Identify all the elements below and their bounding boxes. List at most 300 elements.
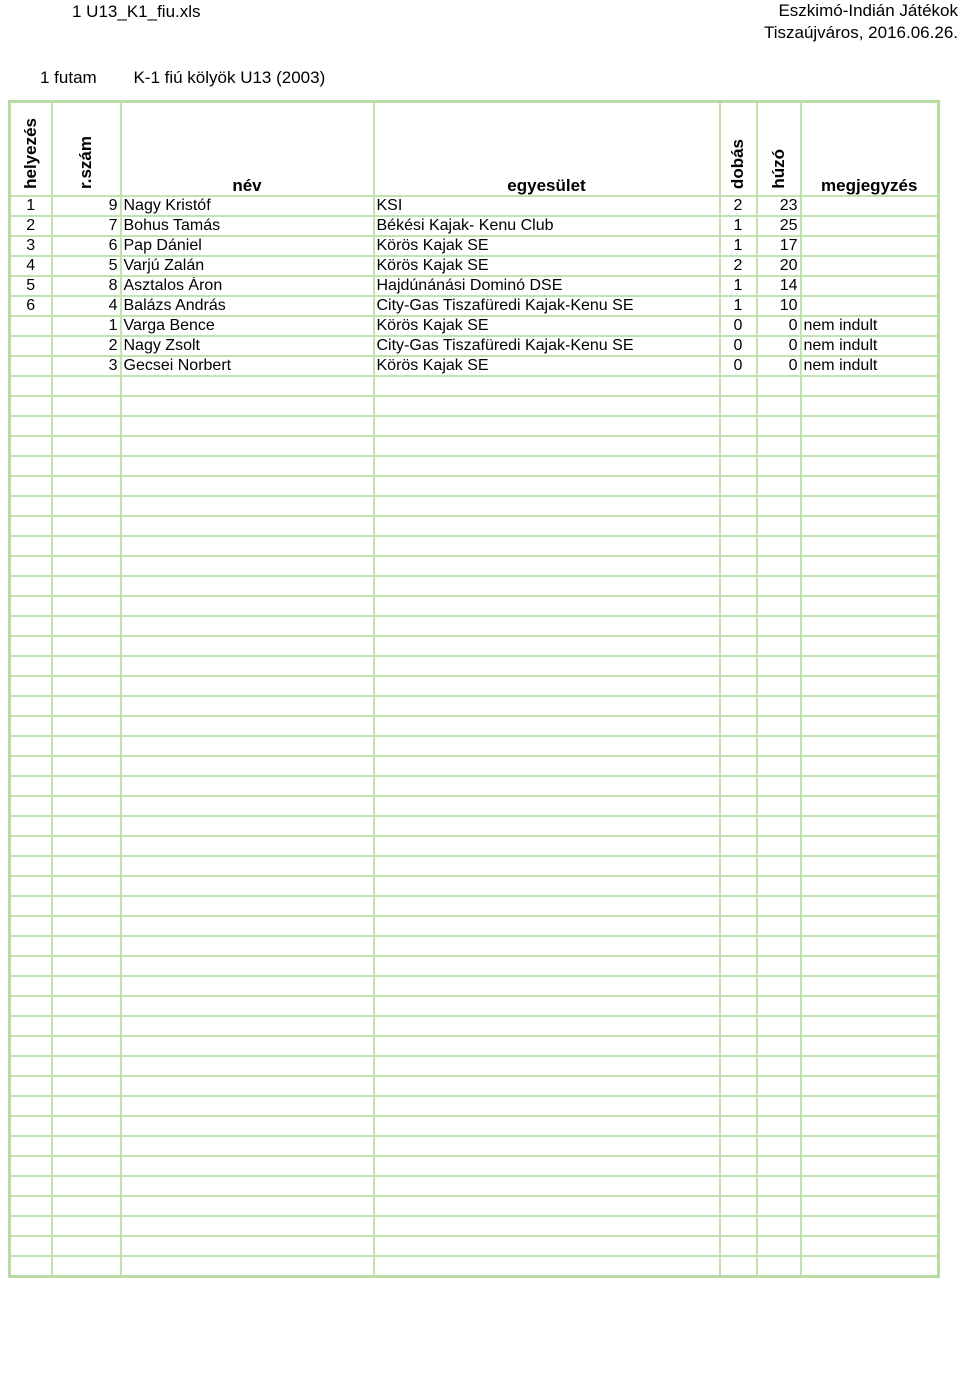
empty-cell bbox=[52, 516, 121, 536]
place-date: Tiszaújváros, 2016.06.26. bbox=[763, 23, 958, 42]
empty-cell bbox=[10, 916, 52, 936]
empty-cell bbox=[801, 856, 939, 876]
empty-cell bbox=[757, 476, 801, 496]
empty-cell bbox=[121, 476, 374, 496]
club-cell: Körös Kajak SE bbox=[374, 316, 720, 336]
note-cell: nem indult bbox=[801, 316, 939, 336]
empty-cell bbox=[801, 796, 939, 816]
empty-cell bbox=[121, 1236, 374, 1256]
empty-cell bbox=[121, 816, 374, 836]
race-title bbox=[40, 68, 357, 88]
empty-cell bbox=[52, 656, 121, 676]
empty-cell bbox=[52, 796, 121, 816]
empty-cell bbox=[801, 776, 939, 796]
empty-cell bbox=[757, 816, 801, 836]
club-cell: Békési Kajak- Kenu Club bbox=[374, 216, 720, 236]
empty-cell bbox=[10, 1016, 52, 1036]
empty-cell bbox=[801, 1096, 939, 1116]
note-cell: nem indult bbox=[801, 356, 939, 376]
empty-cell bbox=[52, 576, 121, 596]
empty-row bbox=[10, 576, 939, 596]
empty-cell bbox=[720, 1216, 757, 1236]
empty-cell bbox=[757, 1096, 801, 1116]
empty-cell bbox=[801, 916, 939, 936]
bib-cell: 6 bbox=[52, 236, 121, 256]
club-cell: City-Gas Tiszafüredi Kajak-Kenu SE bbox=[374, 336, 720, 356]
empty-cell bbox=[720, 856, 757, 876]
empty-cell bbox=[10, 1116, 52, 1136]
pull-cell: 10 bbox=[757, 296, 801, 316]
empty-cell bbox=[10, 1036, 52, 1056]
name-cell: Balázs András bbox=[121, 296, 374, 316]
empty-cell bbox=[757, 1016, 801, 1036]
bib-cell: 2 bbox=[52, 336, 121, 356]
empty-cell bbox=[10, 696, 52, 716]
empty-cell bbox=[374, 756, 720, 776]
result-row bbox=[10, 256, 939, 276]
note-cell bbox=[801, 256, 939, 276]
empty-cell bbox=[801, 836, 939, 856]
result-row bbox=[10, 356, 939, 376]
empty-cell bbox=[757, 396, 801, 416]
bib-cell: 9 bbox=[52, 196, 121, 216]
place-cell bbox=[10, 316, 52, 336]
empty-cell bbox=[121, 536, 374, 556]
empty-cell bbox=[52, 756, 121, 776]
empty-cell bbox=[121, 616, 374, 636]
empty-cell bbox=[52, 696, 121, 716]
empty-cell bbox=[374, 956, 720, 976]
empty-cell bbox=[10, 896, 52, 916]
race-number: 1 futam bbox=[40, 68, 97, 87]
col-pull: húzó bbox=[757, 102, 801, 197]
empty-cell bbox=[52, 716, 121, 736]
empty-cell bbox=[757, 796, 801, 816]
bib-cell: 7 bbox=[52, 216, 121, 236]
pull-cell: 0 bbox=[757, 316, 801, 336]
empty-cell bbox=[757, 756, 801, 776]
throw-cell: 0 bbox=[720, 336, 757, 356]
empty-cell bbox=[374, 1016, 720, 1036]
result-row bbox=[10, 216, 939, 236]
empty-row bbox=[10, 476, 939, 496]
empty-cell bbox=[374, 536, 720, 556]
empty-cell bbox=[720, 416, 757, 436]
empty-cell bbox=[801, 596, 939, 616]
empty-cell bbox=[10, 536, 52, 556]
name-cell: Varjú Zalán bbox=[121, 256, 374, 276]
empty-cell bbox=[52, 476, 121, 496]
empty-cell bbox=[121, 596, 374, 616]
pull-cell: 23 bbox=[757, 196, 801, 216]
empty-cell bbox=[374, 656, 720, 676]
empty-cell bbox=[52, 896, 121, 916]
empty-cell bbox=[757, 876, 801, 896]
empty-cell bbox=[374, 816, 720, 836]
empty-cell bbox=[121, 836, 374, 856]
empty-cell bbox=[720, 1156, 757, 1176]
col-note: megjegyzés bbox=[801, 102, 939, 197]
empty-cell bbox=[121, 716, 374, 736]
empty-cell bbox=[374, 796, 720, 816]
empty-cell bbox=[757, 1196, 801, 1216]
empty-cell bbox=[10, 1076, 52, 1096]
empty-cell bbox=[121, 756, 374, 776]
name-cell: Nagy Zsolt bbox=[121, 336, 374, 356]
empty-cell bbox=[720, 496, 757, 516]
empty-cell bbox=[374, 696, 720, 716]
empty-cell bbox=[720, 1116, 757, 1136]
empty-cell bbox=[720, 1136, 757, 1156]
empty-cell bbox=[121, 1176, 374, 1196]
empty-cell bbox=[10, 376, 52, 396]
empty-cell bbox=[10, 716, 52, 736]
empty-cell bbox=[374, 1156, 720, 1176]
empty-row bbox=[10, 1196, 939, 1216]
empty-cell bbox=[52, 596, 121, 616]
empty-cell bbox=[720, 476, 757, 496]
empty-cell bbox=[121, 1156, 374, 1176]
empty-cell bbox=[720, 796, 757, 816]
empty-cell bbox=[121, 436, 374, 456]
result-row bbox=[10, 296, 939, 316]
empty-cell bbox=[10, 976, 52, 996]
empty-cell bbox=[757, 776, 801, 796]
empty-cell bbox=[10, 876, 52, 896]
empty-cell bbox=[52, 1096, 121, 1116]
empty-cell bbox=[121, 1116, 374, 1136]
bib-cell: 1 bbox=[52, 316, 121, 336]
empty-row bbox=[10, 1236, 939, 1256]
empty-cell bbox=[757, 1116, 801, 1136]
empty-cell bbox=[374, 1176, 720, 1196]
empty-cell bbox=[374, 1256, 720, 1277]
club-cell: City-Gas Tiszafüredi Kajak-Kenu SE bbox=[374, 296, 720, 316]
empty-cell bbox=[374, 516, 720, 536]
empty-cell bbox=[801, 516, 939, 536]
empty-cell bbox=[10, 1256, 52, 1277]
empty-cell bbox=[10, 1236, 52, 1256]
empty-cell bbox=[10, 596, 52, 616]
empty-cell bbox=[121, 796, 374, 816]
empty-cell bbox=[10, 576, 52, 596]
empty-cell bbox=[121, 1056, 374, 1076]
pull-cell: 0 bbox=[757, 336, 801, 356]
empty-cell bbox=[720, 956, 757, 976]
empty-cell bbox=[757, 1156, 801, 1176]
empty-cell bbox=[801, 1196, 939, 1216]
empty-cell bbox=[121, 1216, 374, 1236]
col-club: egyesület bbox=[374, 102, 720, 197]
empty-cell bbox=[52, 456, 121, 476]
empty-cell bbox=[10, 476, 52, 496]
empty-cell bbox=[801, 756, 939, 776]
empty-cell bbox=[720, 716, 757, 736]
empty-cell bbox=[801, 876, 939, 896]
empty-cell bbox=[10, 836, 52, 856]
empty-row bbox=[10, 816, 939, 836]
empty-cell bbox=[374, 456, 720, 476]
empty-cell bbox=[10, 556, 52, 576]
empty-cell bbox=[757, 916, 801, 936]
empty-row bbox=[10, 556, 939, 576]
empty-cell bbox=[801, 716, 939, 736]
empty-cell bbox=[801, 396, 939, 416]
club-cell: Körös Kajak SE bbox=[374, 236, 720, 256]
empty-cell bbox=[10, 996, 52, 1016]
empty-cell bbox=[801, 536, 939, 556]
empty-row bbox=[10, 1076, 939, 1096]
empty-cell bbox=[10, 496, 52, 516]
empty-cell bbox=[52, 776, 121, 796]
empty-cell bbox=[757, 696, 801, 716]
empty-cell bbox=[757, 1176, 801, 1196]
empty-cell bbox=[720, 516, 757, 536]
empty-cell bbox=[374, 836, 720, 856]
empty-cell bbox=[374, 616, 720, 636]
empty-cell bbox=[801, 656, 939, 676]
empty-cell bbox=[720, 656, 757, 676]
empty-cell bbox=[121, 516, 374, 536]
empty-cell bbox=[720, 876, 757, 896]
empty-cell bbox=[10, 1196, 52, 1216]
empty-cell bbox=[10, 936, 52, 956]
empty-cell bbox=[10, 796, 52, 816]
empty-cell bbox=[121, 896, 374, 916]
empty-row bbox=[10, 876, 939, 896]
empty-cell bbox=[374, 436, 720, 456]
empty-cell bbox=[801, 376, 939, 396]
empty-cell bbox=[374, 856, 720, 876]
empty-cell bbox=[801, 936, 939, 956]
name-cell: Varga Bence bbox=[121, 316, 374, 336]
empty-cell bbox=[10, 516, 52, 536]
empty-cell bbox=[801, 816, 939, 836]
empty-cell bbox=[720, 636, 757, 656]
result-row bbox=[10, 276, 939, 296]
empty-cell bbox=[374, 1036, 720, 1056]
empty-cell bbox=[121, 916, 374, 936]
empty-cell bbox=[374, 916, 720, 936]
empty-row bbox=[10, 916, 939, 936]
result-row bbox=[10, 236, 939, 256]
empty-cell bbox=[52, 1236, 121, 1256]
empty-cell bbox=[801, 1076, 939, 1096]
empty-row bbox=[10, 496, 939, 516]
empty-cell bbox=[10, 396, 52, 416]
empty-cell bbox=[757, 1236, 801, 1256]
empty-cell bbox=[52, 936, 121, 956]
empty-cell bbox=[374, 476, 720, 496]
empty-cell bbox=[10, 436, 52, 456]
pull-cell: 17 bbox=[757, 236, 801, 256]
empty-row bbox=[10, 1116, 939, 1136]
empty-cell bbox=[801, 1016, 939, 1036]
name-cell: Asztalos Áron bbox=[121, 276, 374, 296]
empty-cell bbox=[801, 636, 939, 656]
empty-cell bbox=[720, 456, 757, 476]
empty-cell bbox=[757, 416, 801, 436]
empty-cell bbox=[720, 1076, 757, 1096]
empty-cell bbox=[757, 716, 801, 736]
empty-row bbox=[10, 596, 939, 616]
empty-cell bbox=[720, 836, 757, 856]
empty-cell bbox=[121, 1016, 374, 1036]
club-cell: Hajdúnánási Dominó DSE bbox=[374, 276, 720, 296]
empty-cell bbox=[374, 976, 720, 996]
empty-cell bbox=[757, 516, 801, 536]
pull-cell: 14 bbox=[757, 276, 801, 296]
empty-cell bbox=[757, 896, 801, 916]
throw-cell: 0 bbox=[720, 316, 757, 336]
empty-cell bbox=[801, 1116, 939, 1136]
empty-cell bbox=[121, 376, 374, 396]
empty-cell bbox=[801, 736, 939, 756]
empty-row bbox=[10, 436, 939, 456]
bib-cell: 4 bbox=[52, 296, 121, 316]
empty-cell bbox=[10, 636, 52, 656]
empty-cell bbox=[52, 536, 121, 556]
empty-row bbox=[10, 716, 939, 736]
empty-cell bbox=[757, 636, 801, 656]
results-table bbox=[8, 100, 940, 1278]
empty-cell bbox=[374, 1236, 720, 1256]
empty-cell bbox=[10, 656, 52, 676]
empty-cell bbox=[374, 636, 720, 656]
empty-cell bbox=[121, 496, 374, 516]
empty-cell bbox=[801, 896, 939, 916]
empty-cell bbox=[121, 656, 374, 676]
empty-row bbox=[10, 1056, 939, 1076]
empty-cell bbox=[52, 1176, 121, 1196]
col-name: név bbox=[121, 102, 374, 197]
empty-cell bbox=[720, 1196, 757, 1216]
name-cell: Gecsei Norbert bbox=[121, 356, 374, 376]
empty-cell bbox=[757, 1076, 801, 1096]
empty-cell bbox=[121, 696, 374, 716]
empty-cell bbox=[374, 1196, 720, 1216]
empty-cell bbox=[52, 916, 121, 936]
empty-cell bbox=[121, 736, 374, 756]
empty-cell bbox=[720, 916, 757, 936]
empty-cell bbox=[374, 736, 720, 756]
empty-cell bbox=[121, 1036, 374, 1056]
empty-cell bbox=[757, 1056, 801, 1076]
empty-row bbox=[10, 696, 939, 716]
empty-row bbox=[10, 396, 939, 416]
place-cell: 6 bbox=[10, 296, 52, 316]
throw-cell: 1 bbox=[720, 236, 757, 256]
place-cell: 5 bbox=[10, 276, 52, 296]
empty-cell bbox=[52, 676, 121, 696]
empty-cell bbox=[121, 976, 374, 996]
empty-cell bbox=[52, 1256, 121, 1277]
empty-cell bbox=[52, 436, 121, 456]
empty-cell bbox=[52, 636, 121, 656]
empty-cell bbox=[10, 1096, 52, 1116]
bib-cell: 8 bbox=[52, 276, 121, 296]
empty-cell bbox=[121, 1196, 374, 1216]
col-throw: dobás bbox=[720, 102, 757, 197]
col-bib: r.szám bbox=[52, 102, 121, 197]
empty-cell bbox=[757, 576, 801, 596]
empty-cell bbox=[801, 616, 939, 636]
empty-cell bbox=[374, 776, 720, 796]
throw-cell: 2 bbox=[720, 196, 757, 216]
empty-cell bbox=[757, 376, 801, 396]
result-row bbox=[10, 196, 939, 216]
note-cell bbox=[801, 276, 939, 296]
empty-cell bbox=[720, 976, 757, 996]
empty-cell bbox=[374, 1216, 720, 1236]
place-cell bbox=[10, 336, 52, 356]
empty-cell bbox=[10, 956, 52, 976]
empty-row bbox=[10, 1156, 939, 1176]
bib-cell: 3 bbox=[52, 356, 121, 376]
empty-row bbox=[10, 856, 939, 876]
race-category: K-1 fiú kölyök U13 (2003) bbox=[133, 68, 326, 87]
empty-cell bbox=[720, 756, 757, 776]
empty-cell bbox=[52, 1016, 121, 1036]
empty-cell bbox=[52, 956, 121, 976]
empty-row bbox=[10, 456, 939, 476]
empty-cell bbox=[757, 596, 801, 616]
empty-cell bbox=[10, 1156, 52, 1176]
empty-cell bbox=[374, 416, 720, 436]
bib-cell: 5 bbox=[52, 256, 121, 276]
empty-cell bbox=[720, 1236, 757, 1256]
empty-cell bbox=[801, 676, 939, 696]
empty-row bbox=[10, 1216, 939, 1236]
empty-cell bbox=[720, 896, 757, 916]
empty-cell bbox=[720, 1036, 757, 1056]
empty-cell bbox=[374, 396, 720, 416]
place-cell: 1 bbox=[10, 196, 52, 216]
empty-row bbox=[10, 536, 939, 556]
empty-row bbox=[10, 996, 939, 1016]
empty-cell bbox=[757, 736, 801, 756]
empty-cell bbox=[52, 1136, 121, 1156]
empty-row bbox=[10, 1016, 939, 1036]
empty-cell bbox=[720, 676, 757, 696]
empty-cell bbox=[52, 1116, 121, 1136]
place-cell: 4 bbox=[10, 256, 52, 276]
empty-cell bbox=[801, 1036, 939, 1056]
empty-cell bbox=[52, 856, 121, 876]
empty-cell bbox=[52, 996, 121, 1016]
place-cell: 3 bbox=[10, 236, 52, 256]
empty-row bbox=[10, 1176, 939, 1196]
empty-cell bbox=[52, 736, 121, 756]
empty-cell bbox=[757, 496, 801, 516]
empty-cell bbox=[757, 1256, 801, 1277]
empty-row bbox=[10, 936, 939, 956]
empty-cell bbox=[121, 636, 374, 656]
empty-cell bbox=[10, 416, 52, 436]
empty-cell bbox=[720, 1016, 757, 1036]
empty-cell bbox=[757, 956, 801, 976]
empty-cell bbox=[374, 1076, 720, 1096]
empty-cell bbox=[52, 1036, 121, 1056]
empty-cell bbox=[374, 876, 720, 896]
empty-cell bbox=[801, 1156, 939, 1176]
empty-row bbox=[10, 1036, 939, 1056]
empty-cell bbox=[374, 576, 720, 596]
empty-cell bbox=[10, 1176, 52, 1196]
empty-cell bbox=[374, 996, 720, 1016]
throw-cell: 0 bbox=[720, 356, 757, 376]
empty-row bbox=[10, 776, 939, 796]
